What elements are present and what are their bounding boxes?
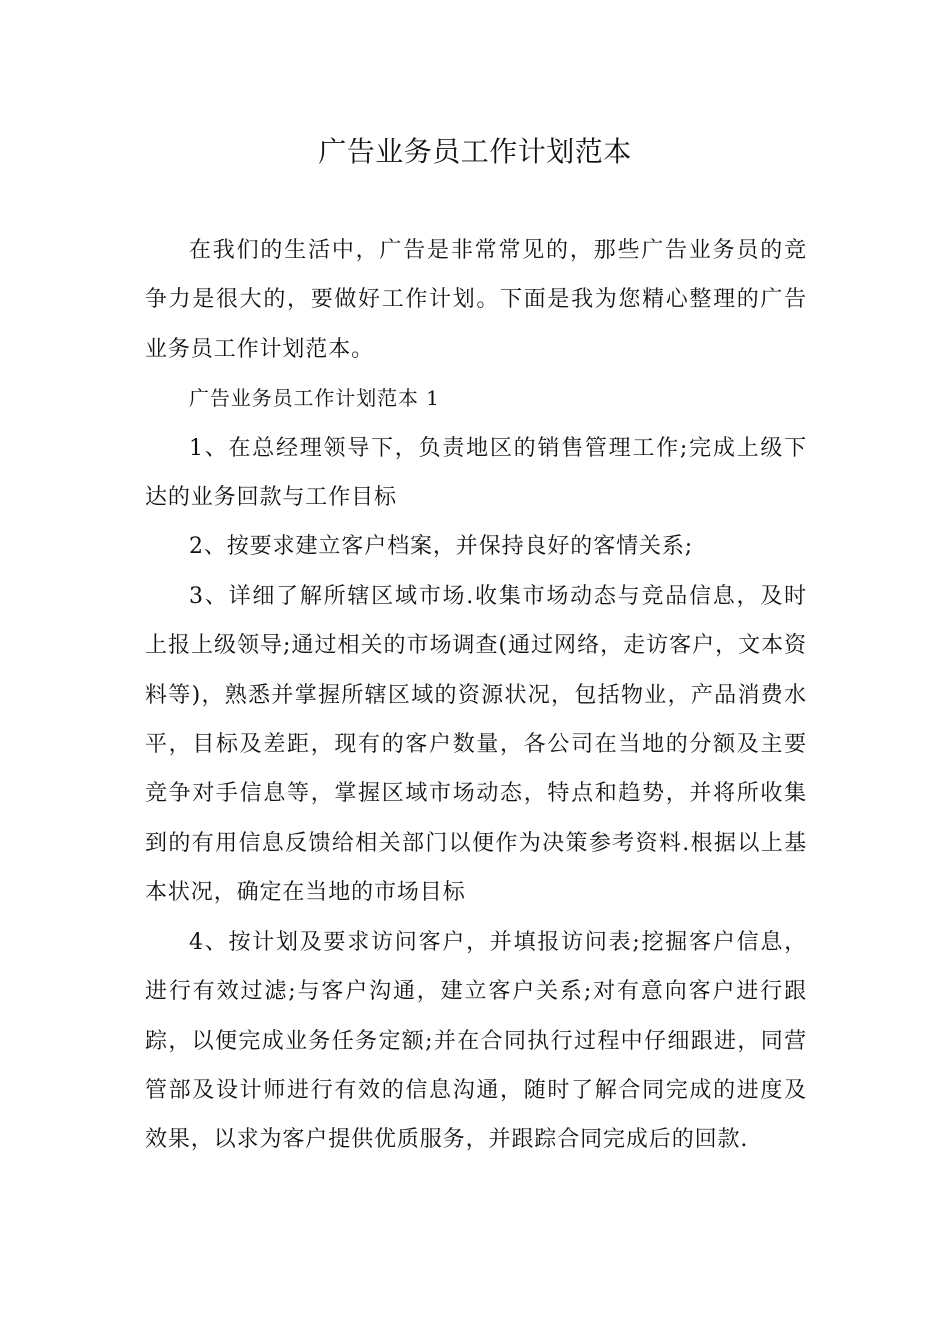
item-paragraph-4: 4、按计划及要求访问客户，并填报访问表;挖掘客户信息，进行有效过滤;与客户沟通，建立客户关系;对有意向客户进行跟踪，以便完成业务任务定额;并在合同执行过程中仔细跟进，同营管部及设计师进行有效的信息沟通，随时了解合同完成的进度及效果，以求为客户提供优质服务，并跟踪合同完成后的回款. bbox=[145, 929, 807, 1153]
item-paragraph-2: 2、按要求建立客户档案，并保持良好的客情关系; bbox=[189, 534, 694, 560]
document-body bbox=[145, 226, 807, 1165]
section-heading: 广告业务员工作计划范本 1 bbox=[189, 386, 440, 411]
intro-paragraph: 在我们的生活中，广告是非常常见的，那些广告业务员的竞争力是很大的，要做好工作计划。下面是我为您精心整理的广告业务员工作计划范本。 bbox=[145, 238, 807, 362]
item-paragraph-3: 3、详细了解所辖区域市场.收集市场动态与竞品信息，及时上报上级领导;通过相关的市场调查(通过网络，走访客户，文本资料等)，熟悉并掌握所辖区域的资源状况，包括物业，产品消费水平，目标及差距，现有的客户数量，各公司在当地的分额及主要竞争对手信息等，掌握区域市场动态，特点和趋势，并将所收集到的有用信息反馈给相关部门以便作为决策参考资料.根据以上基本状况，确定在当地的市场目标 bbox=[145, 583, 807, 906]
item-paragraph-1: 1、在总经理领导下，负责地区的销售管理工作;完成上级下达的业务回款与工作目标 bbox=[145, 435, 807, 511]
document-title: 广告业务员工作计划范本 bbox=[318, 135, 632, 168]
